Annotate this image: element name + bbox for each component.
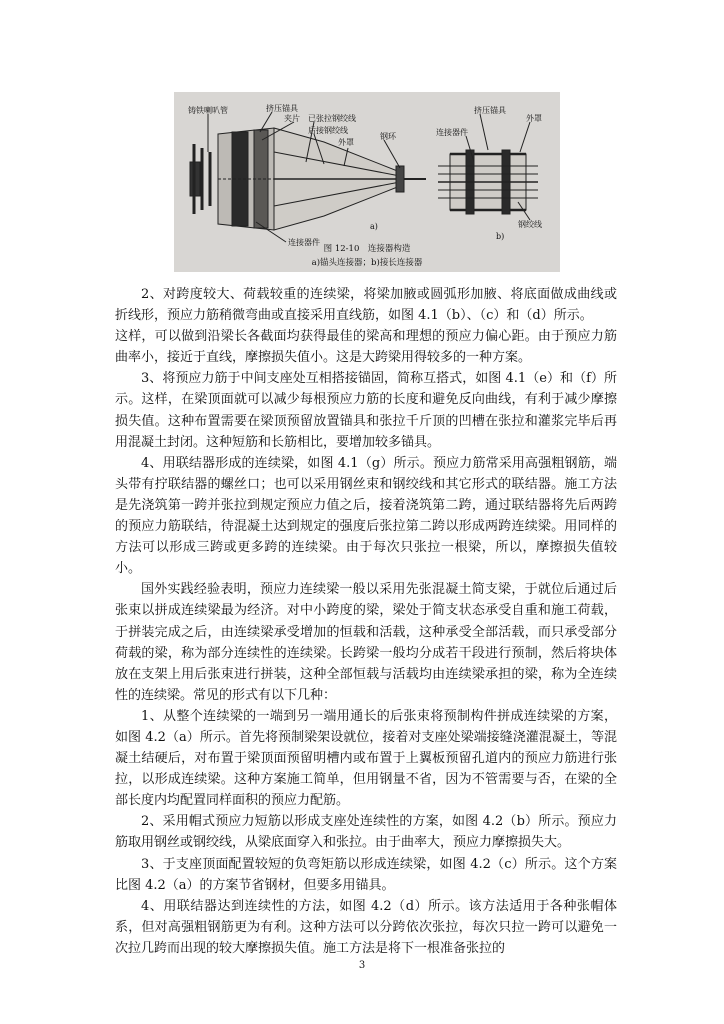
paragraph: 3、将预应力筋于中间支座处互相搭接锚固，简称互搭式，如图 4.1（e）和（f）所示。这样，在梁顶面就可以减少每根预应力筋的长度和避免反向曲线，有利于减少摩擦损失值。这种布置需要在梁顶预留放置锚具和张拉千斤顶的凹槽在张拉和灌浆完毕后再用混凝土封闭。这种短筋和长筋相比，要增加较多锚具。 xyxy=(115,371,617,450)
label-connector-plate-a: 连接器件 xyxy=(288,238,320,247)
label-clip: 夹片 xyxy=(284,114,300,123)
figure-caption-sub: a)锚头连接器；b)接长连接器 xyxy=(311,258,423,268)
label-later-strand: 后接钢绞线 xyxy=(308,126,348,135)
paragraph: 2、对跨度较大、荷载较重的连续梁，将梁加腋或圆弧形加腋、将底面做成曲线或折线形，预应力筋稍微弯曲或直接采用直线筋，如图 4.1（b）、（c）和（d）所示。 xyxy=(115,287,617,324)
paragraph: 4、用联结器形成的连续梁，如图 4.1（g）所示。预应力筋常采用高强粗钢筋，端头带有拧联结器的螺丝口；也可以采用钢丝束和钢绞线和其它形式的联结器。施工方法是先浇筑第一跨并张拉到规定预应力值之后，接着浇筑第二跨，通过联结器将先后两跨的预应力筋联结，待混凝土达到规定的强度后张拉第二跨以形成两跨连续梁。用同样的方法可以形成三跨或更多跨的连续梁。由于每次只张拉一根梁，所以，摩擦损失值较小。 xyxy=(115,455,617,577)
label-outer-cover-a: 外罩 xyxy=(338,138,354,147)
paragraph: 4、用联结器达到连续性的方法，如图 4.2（d）所示。该方法适用于各种张帽体系，但对高强粗钢筋更为有利。这种方法可以分跨依次张拉，每次只拉一跨可以避免一次拉几跨而出现的较大摩擦损失值。施工方法是将下一根准备张拉的 xyxy=(115,898,617,956)
label-strand-b: 钢绞线 xyxy=(518,220,542,229)
label-tensioned-strand: 已张拉钢绞线 xyxy=(308,114,356,123)
label-steel-ring: 钢环 xyxy=(380,132,396,141)
label-extruded-anchor-a: 挤压锚具 xyxy=(266,104,298,113)
page-number: 3 xyxy=(358,960,366,971)
label-sub-a: a) xyxy=(370,222,378,231)
paragraph: 1、从整个连续梁的一端到另一端用通长的后张束将预制构件拼成连续梁的方案，如图 4.2（a）所示。首先将预制梁架设就位，接着对支座处梁端接缝浇灌混凝土，等混凝土结硬后，对布置于梁顶面预留明槽内或布置于上翼板预留孔道内的预应力筋进行张拉，以形成连续梁。这种方案施工简单，但用钢量不省，因为不管需要与否，在梁的全部长度内均配置同样面积的预应力配筋。 xyxy=(115,708,617,809)
label-connector-plate-b: 连接器件 xyxy=(436,128,468,137)
connector-figure xyxy=(174,92,560,272)
label-outer-cover-b: 外罩 xyxy=(526,114,542,123)
figure-caption-title: 图 12-10 连接器构造 xyxy=(323,244,411,254)
paragraph: 3、于支座顶面配置较短的负弯矩筋以形成连续梁，如图 4.2（c）所示。这个方案比图 4.2（a）的方案节省钢材，但要多用锚具。 xyxy=(115,856,617,893)
label-sub-b: b) xyxy=(496,232,505,241)
label-extruded-anchor-b: 挤压锚具 xyxy=(474,106,506,115)
paragraph: 这样，可以做到沿梁长各截面均获得最佳的梁高和理想的预应力偏心距。由于预应力筋曲率小，接近于直线，摩擦损失值小。这是大跨梁用得较多的一种方案。 xyxy=(115,329,617,366)
body-text xyxy=(115,284,617,959)
label-cast-iron-horn: 铸铁喇叭管 xyxy=(188,106,228,115)
paragraph: 2、采用帽式预应力短筋以形成支座处连续性的方案，如图 4.2（b）所示。预应力筋取用钢丝或钢绞线，从梁底面穿入和张拉。由于曲率大，预应力摩擦损失大。 xyxy=(115,814,617,851)
paragraph: 国外实践经验表明，预应力连续梁一般以采用先张混凝土简支梁，于就位后通过后张束以拼成连续梁最为经济。对中小跨度的梁，梁处于简支状态承受自重和施工荷载，于拼装完成之后，由连续梁承受增加的恒载和活载，这种承受全部活载，而只承受部分荷载的梁，称为部分连续性的连续梁。长跨梁一般均分成若干段进行预制，然后将块体放在支架上用后张束进行拼装，这种全部恒载与活载均由连续梁承担的梁，称为全连续性的连续梁。常见的形式有以下几种： xyxy=(115,582,617,703)
